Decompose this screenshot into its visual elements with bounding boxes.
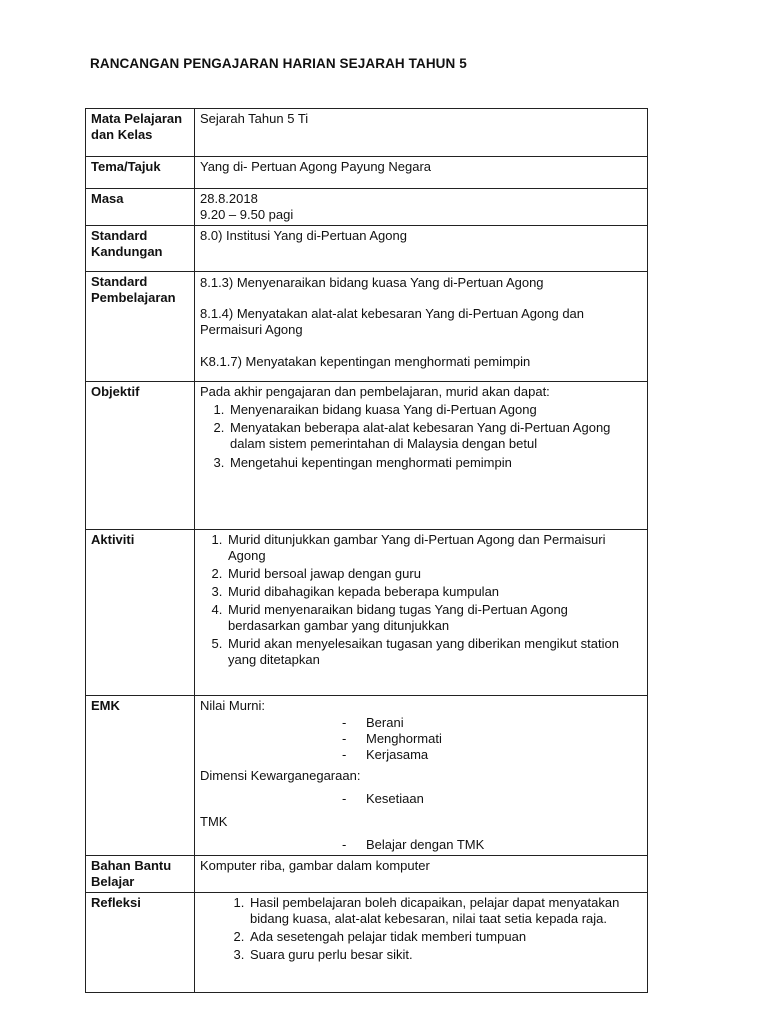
emk-tmk-heading: TMK — [200, 814, 228, 829]
row-objektif — [86, 382, 648, 530]
aktiviti-item: 5. Murid akan menyelesaikan tugasan yang diberikan mengikut station yang ditetapkan — [226, 636, 642, 668]
emk-nilai-item: - Berani — [200, 715, 642, 731]
masa-time: 9.20 – 9.50 pagi — [200, 207, 294, 222]
label-refleksi: Refleksi — [86, 893, 195, 993]
label-standard-pembelajaran: Standard Pembelajaran — [86, 272, 195, 382]
emk-dimensi-heading: Dimensi Kewarganegaraan: — [200, 768, 361, 783]
refleksi-item: 2. Ada sesetengah pelajar tidak memberi tumpuan — [248, 929, 642, 945]
lesson-plan-table — [85, 108, 648, 993]
refleksi-item: 1. Hasil pembelajaran boleh dicapaikan, pelajar dapat menyatakan bidang kuasa, alat-alat kebesaran, nilai taat setia kepada raja. — [248, 895, 642, 927]
value-refleksi — [195, 893, 648, 993]
value-aktiviti — [195, 530, 648, 696]
objektif-intro: Pada akhir pengajaran dan pembelajaran, murid akan dapat: — [200, 384, 550, 399]
aktiviti-item: 4. Murid menyenaraikan bidang tugas Yang di-Pertuan Agong berdasarkan gambar yang ditunjukkan — [226, 602, 642, 634]
label-tema: Tema/Tajuk — [86, 157, 195, 189]
label-standard-kandungan: Standard Kandungan — [86, 226, 195, 272]
row-standard-kandungan — [86, 226, 648, 272]
value-mata-pelajaran: Sejarah Tahun 5 Ti — [195, 109, 648, 157]
row-mata-pelajaran — [86, 109, 648, 157]
value-masa — [195, 189, 648, 226]
sp-item: 8.1.3) Menyenaraikan bidang kuasa Yang di-Pertuan Agong — [200, 275, 544, 290]
value-emk — [195, 696, 648, 856]
emk-nilai-heading: Nilai Murni: — [200, 698, 266, 713]
label-masa: Masa — [86, 189, 195, 226]
row-bahan-bantu — [86, 856, 648, 893]
emk-tmk-item: - Belajar dengan TMK — [200, 837, 642, 853]
sp-item: K8.1.7) Menyatakan kepentingan menghormati pemimpin — [200, 354, 531, 369]
emk-nilai-item: - Menghormati — [200, 731, 642, 747]
value-tema: Yang di- Pertuan Agong Payung Negara — [195, 157, 648, 189]
row-standard-pembelajaran — [86, 272, 648, 382]
label-emk: EMK — [86, 696, 195, 856]
value-bahan-bantu: Komputer riba, gambar dalam komputer — [195, 856, 648, 893]
label-bahan-bantu: Bahan Bantu Belajar — [86, 856, 195, 893]
refleksi-item: 3. Suara guru perlu besar sikit. — [248, 947, 642, 963]
row-refleksi — [86, 893, 648, 993]
row-tema — [86, 157, 648, 189]
document-title: RANCANGAN PENGAJARAN HARIAN SEJARAH TAHUN 5 — [90, 56, 467, 71]
objektif-item: 1. Menyenaraikan bidang kuasa Yang di-Pertuan Agong — [228, 402, 642, 418]
masa-date: 28.8.2018 — [200, 191, 258, 206]
label-mata-pelajaran: Mata Pelajaran dan Kelas — [86, 109, 195, 157]
sp-item: 8.1.4) Menyatakan alat-alat kebesaran Yang di-Pertuan Agong dan Permaisuri Agong — [200, 306, 585, 337]
value-objektif — [195, 382, 648, 530]
label-objektif: Objektif — [86, 382, 195, 530]
aktiviti-item: 2. Murid bersoal jawap dengan guru — [226, 566, 642, 582]
objektif-item: 2. Menyatakan beberapa alat-alat kebesaran Yang di-Pertuan Agong dalam sistem pemerintahan di Malaysia dengan betul — [228, 420, 642, 452]
row-emk — [86, 696, 648, 856]
emk-dimensi-item: - Kesetiaan — [200, 791, 642, 807]
aktiviti-item: 3. Murid dibahagikan kepada beberapa kumpulan — [226, 584, 642, 600]
row-masa — [86, 189, 648, 226]
aktiviti-item: 1. Murid ditunjukkan gambar Yang di-Pertuan Agong dan Permaisuri Agong — [226, 532, 642, 564]
label-aktiviti: Aktiviti — [86, 530, 195, 696]
objektif-item: 3. Mengetahui kepentingan menghormati pemimpin — [228, 455, 642, 471]
emk-nilai-item: - Kerjasama — [200, 747, 642, 763]
row-aktiviti — [86, 530, 648, 696]
value-standard-kandungan: 8.0) Institusi Yang di-Pertuan Agong — [195, 226, 648, 272]
value-standard-pembelajaran — [195, 272, 648, 382]
